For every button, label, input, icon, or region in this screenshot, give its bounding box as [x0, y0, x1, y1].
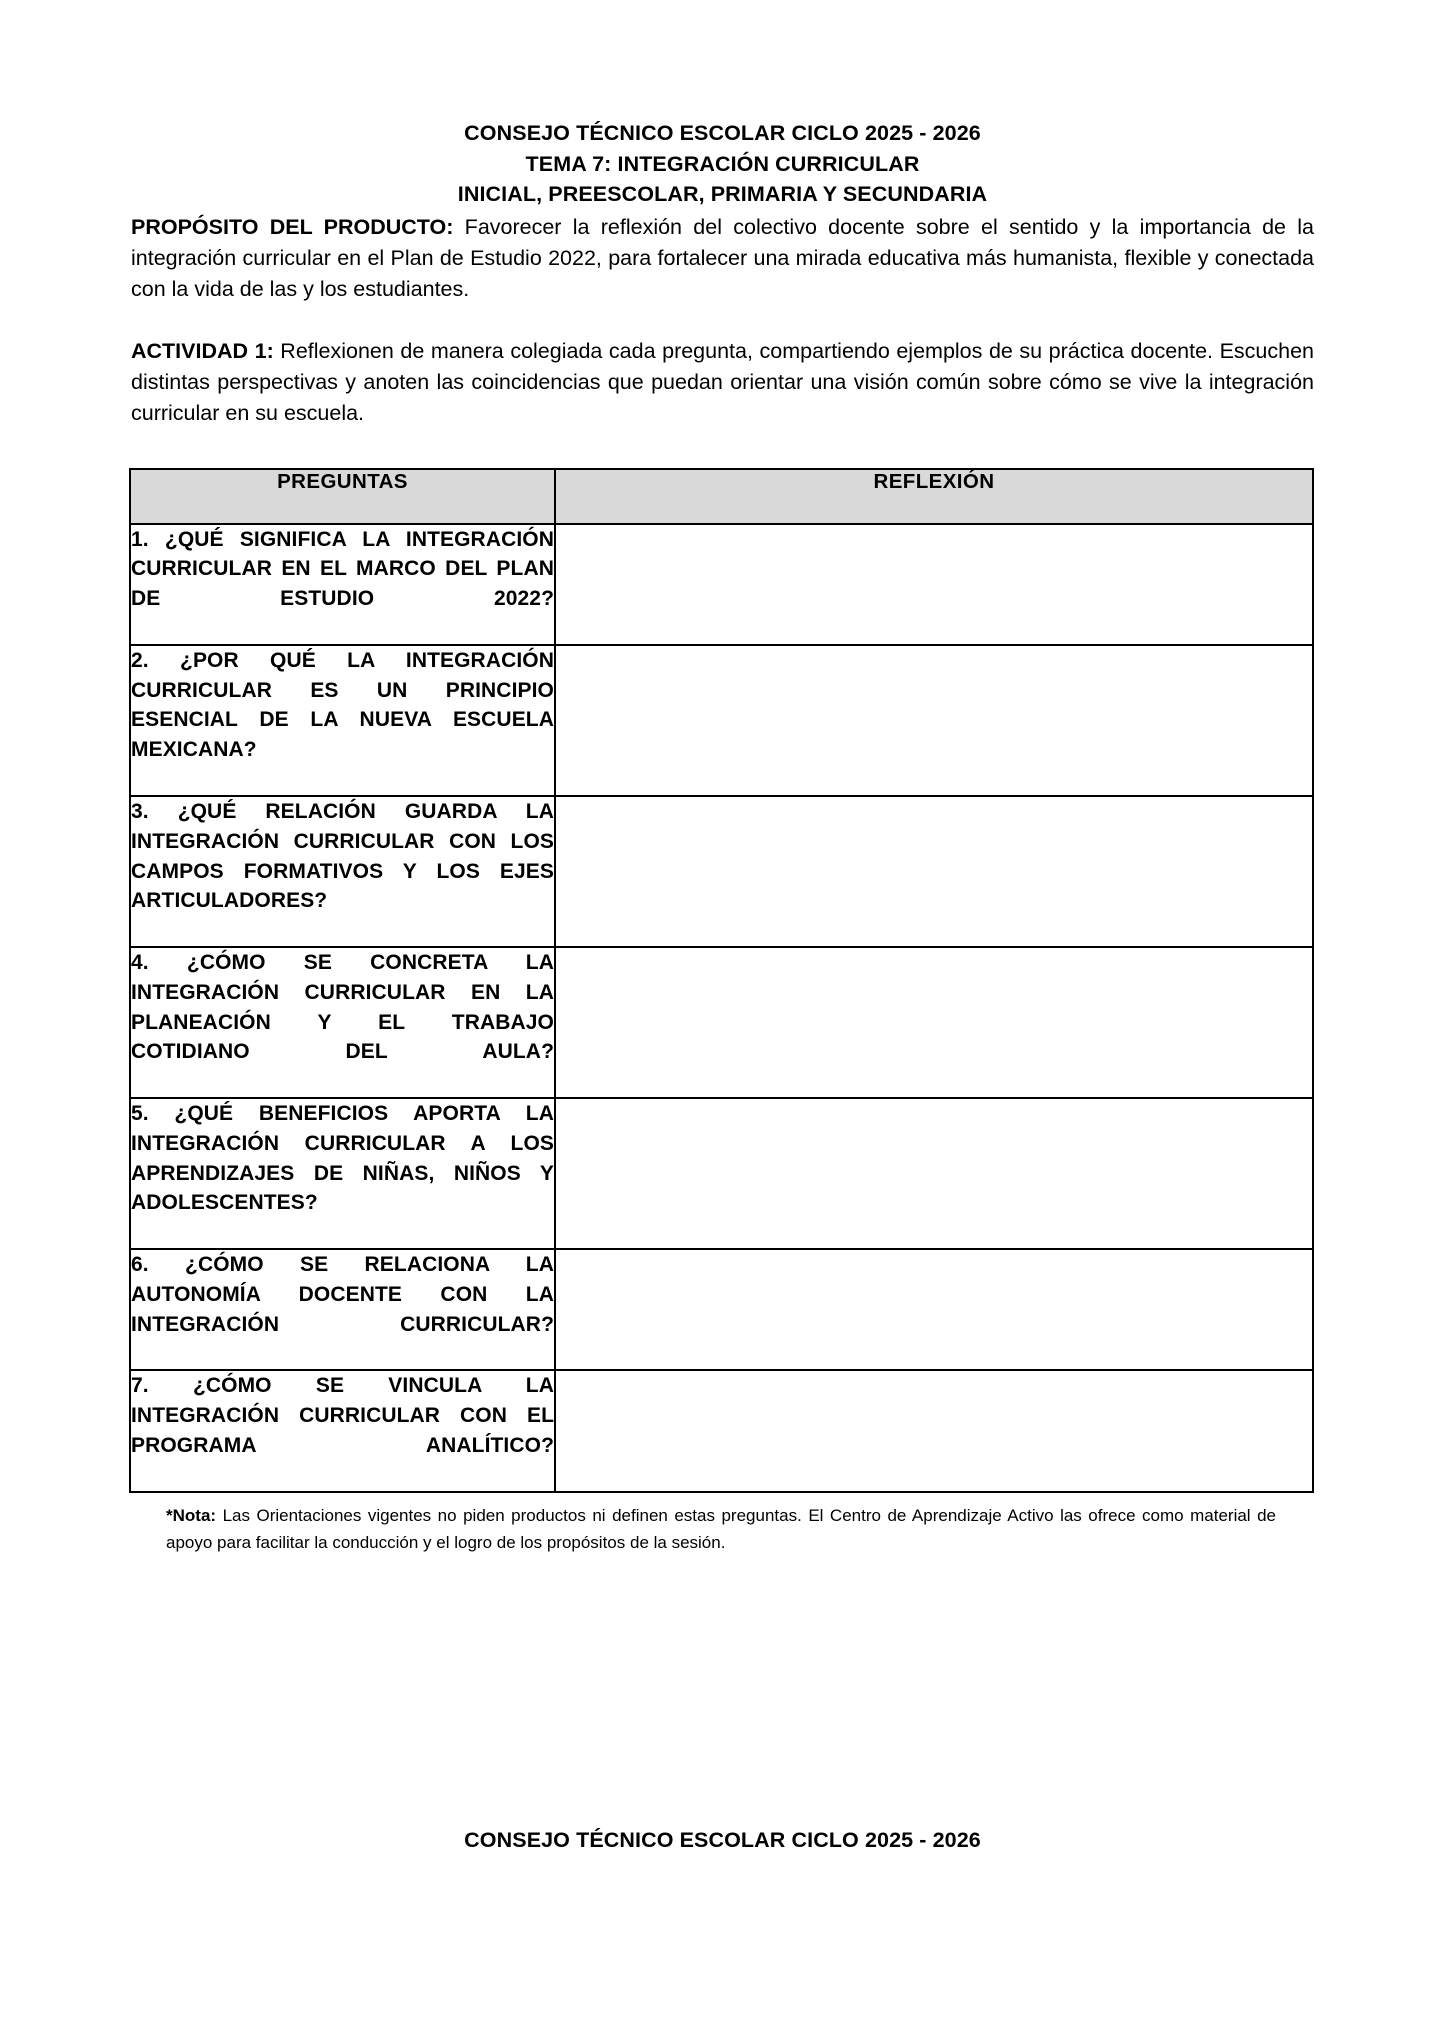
column-header-questions: PREGUNTAS — [130, 469, 555, 524]
table-row — [130, 524, 1313, 645]
table-row — [130, 1370, 1313, 1491]
footnote — [166, 1502, 1276, 1557]
question-cell-2 — [130, 645, 555, 796]
table-row — [130, 1249, 1313, 1370]
question-text-3: 3. ¿QUÉ RELACIÓN GUARDA LA INTEGRACIÓN CURRICULAR CON LOS CAMPOS FORMATIVOS Y LOS EJES ARTICULADORES? — [131, 799, 554, 913]
reflection-cell-2[interactable] — [555, 645, 1313, 796]
question-text-1: 1. ¿QUÉ SIGNIFICA LA INTEGRACIÓN CURRICULAR EN EL MARCO DEL PLAN DE ESTUDIO 2022? — [131, 527, 554, 611]
reflection-cell-4[interactable] — [555, 947, 1313, 1098]
header-line-theme: TEMA 7: INTEGRACIÓN CURRICULAR — [525, 151, 920, 176]
column-header-reflection: REFLEXIÓN — [555, 469, 1313, 524]
reflection-cell-1[interactable] — [555, 524, 1313, 645]
question-cell-5 — [130, 1098, 555, 1249]
question-cell-6 — [130, 1249, 555, 1370]
header-line-cycle: CONSEJO TÉCNICO ESCOLAR CICLO 2025 - 2026 — [464, 121, 981, 145]
page-footer: CONSEJO TÉCNICO ESCOLAR CICLO 2025 - 2026 — [464, 1828, 981, 1852]
activity-paragraph — [131, 336, 1314, 430]
question-text-6: 6. ¿CÓMO SE RELACIONA LA AUTONOMÍA DOCENTE CON LA INTEGRACIÓN CURRICULAR? — [131, 1253, 554, 1336]
reflection-cell-3[interactable] — [555, 796, 1313, 947]
table-row — [130, 947, 1313, 1098]
footnote-text: Las Orientaciones vigentes no piden productos ni definen estas preguntas. El Centro de Aprendizaje Activo las ofrece como material de apoyo para facilitar la conducción y el logro de los propósitos de la sesión. — [166, 1505, 1276, 1553]
table-row — [130, 1098, 1313, 1249]
activity-text: Reflexionen de manera colegiada cada pregunta, compartiendo ejemplos de su práctica docente. Escuchen distintas perspectivas y anoten las coincidencias que puedan orientar una visión común sobre cómo se vive la integración curricular en su escuela. — [131, 339, 1314, 426]
question-text-4: 4. ¿CÓMO SE CONCRETA LA INTEGRACIÓN CURRICULAR EN LA PLANEACIÓN Y EL TRABAJO COTIDIANO DEL AULA? — [131, 950, 554, 1064]
question-cell-1 — [130, 524, 555, 645]
question-text-7: 7. ¿CÓMO SE VINCULA LA INTEGRACIÓN CURRICULAR CON EL PROGRAMA ANALÍTICO? — [131, 1374, 554, 1457]
reflection-cell-7[interactable] — [555, 1370, 1313, 1491]
document-header — [131, 118, 1314, 210]
questions-table-body — [130, 524, 1313, 1492]
table-row — [130, 645, 1313, 796]
activity-label: ACTIVIDAD 1: — [131, 339, 274, 364]
reflection-cell-5[interactable] — [555, 1098, 1313, 1249]
question-text-5: 5. ¿QUÉ BENEFICIOS APORTA LA INTEGRACIÓN CURRICULAR A LOS APRENDIZAJES DE NIÑAS, NIÑOS Y ADOLESCENTES? — [131, 1102, 554, 1215]
question-cell-3 — [130, 796, 555, 947]
purpose-text: Favorecer la reflexión del colectivo docente sobre el sentido y la importancia de la integración curricular en el Plan de Estudio 2022, para fortalecer una mirada educativa más humanista, flexible y conectada con la vida de las y los estudiantes. — [131, 214, 1314, 301]
question-text-2: 2. ¿POR QUÉ LA INTEGRACIÓN CURRICULAR ES UN PRINCIPIO ESENCIAL DE LA NUEVA ESCUELA MEXICANA? — [131, 648, 554, 762]
purpose-paragraph — [131, 212, 1314, 306]
purpose-label: PROPÓSITO DEL PRODUCTO: — [131, 214, 454, 239]
question-cell-4 — [130, 947, 555, 1098]
table-header-row — [130, 469, 1313, 524]
table-row — [130, 796, 1313, 947]
footnote-label: *Nota: — [166, 1505, 217, 1525]
questions-table — [129, 468, 1314, 1493]
question-cell-7 — [130, 1370, 555, 1491]
header-line-levels: INICIAL, PREESCOLAR, PRIMARIA Y SECUNDARIA — [457, 182, 988, 207]
reflection-cell-6[interactable] — [555, 1249, 1313, 1370]
